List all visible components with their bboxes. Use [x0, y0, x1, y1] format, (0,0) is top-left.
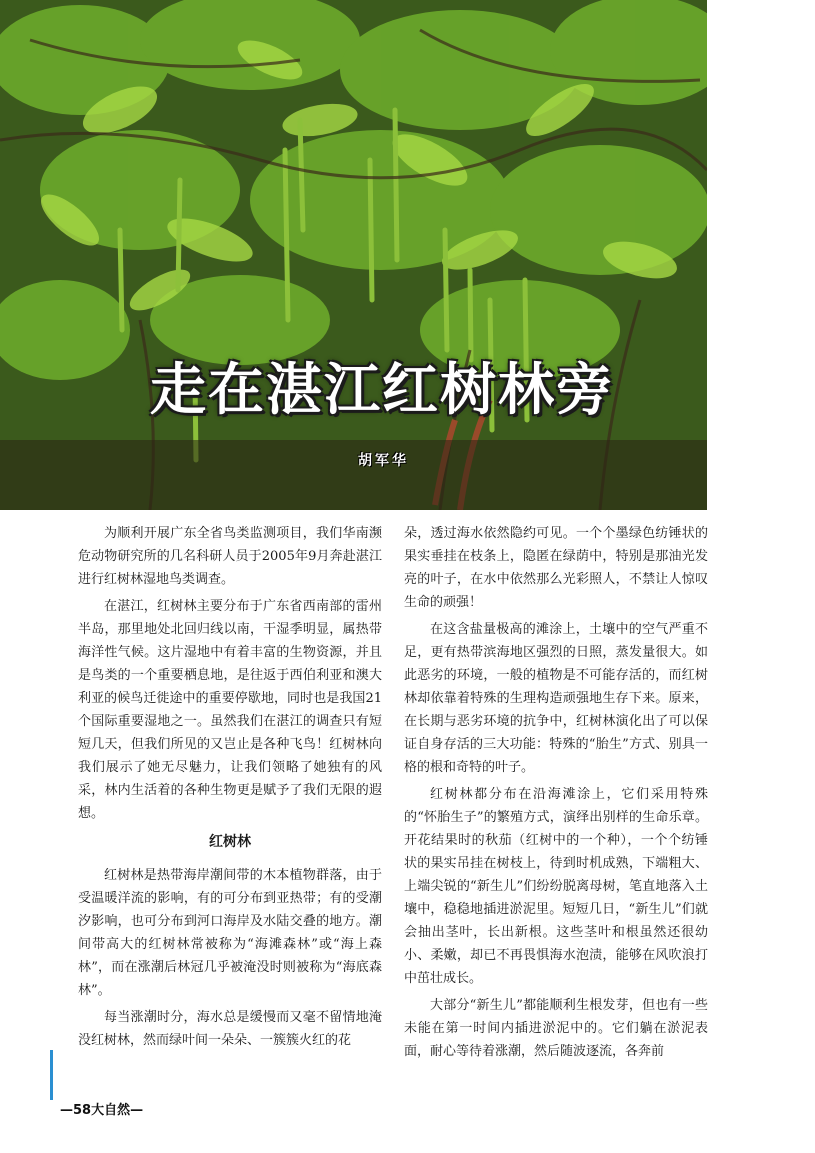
- paragraph: 在湛江，红树林主要分布于广东省西南部的雷州半岛，那里地处北回归线以南，干湿季明显，属热带海洋性气候。这片湿地中有着丰富的生物资源，并且是鸟类的一个重要栖息地，是往返于西伯利亚和澳大利亚的候鸟迁徙途中的重要停歇地，同时也是我国21个国际重要湿地之一。虽然我们在湛江的调查只有短短几天，但我们所见的又岂止是各种飞鸟！红树林向我们展示了她无尽魅力，让我们领略了她独有的风采，林内生活着的各种生物更是赋予了我们无限的遐想。: [78, 599, 382, 821]
- paragraph: 在这含盐量极高的滩涂上，土壤中的空气严重不足，更有热带滨海地区强烈的日照，蒸发量很大。如此恶劣的环境，一般的植物是不可能存活的，而红树林却依靠着特殊的生理构造顽强地生存下来。原来，在长期与恶劣环境的抗争中，红树林演化出了可以保证自身存活的三大功能：特殊的“胎生”方式、别具一格的根和奇特的叶子。: [404, 622, 708, 775]
- right-column: [404, 522, 708, 1067]
- paragraph: 红树林是热带海岸潮间带的木本植物群落，由于受温暖洋流的影响，有的可分布到亚热带；有的受潮汐影响，也可分布到河口海岸及水陆交叠的地方。潮间带高大的红树林常被称为“海滩森林”或“海上森林”，而在涨潮后林冠几乎被淹没时则被称为“海底森林”。: [78, 868, 382, 998]
- paragraph: 大部分“新生儿”都能顺利生根发芽，但也有一些未能在第一时间内插进淤泥中的。它们躺在淤泥表面，耐心等待着涨潮，然后随波逐流，各奔前: [404, 998, 708, 1059]
- author-byline: 胡军华: [358, 453, 409, 469]
- paragraph: 朵，透过海水依然隐约可见。一个个墨绿色纺锤状的果实垂挂在枝条上，隐匿在绿荫中，特别是那油光发亮的叶子，在水中依然那么光彩照人，不禁让人惊叹生命的顽强！: [404, 526, 708, 610]
- section-heading: 红树林: [209, 834, 251, 850]
- paragraph: 每当涨潮时分，海水总是缓慢而又毫不留情地淹没红树林，然而绿叶间一朵朵、一簇簇火红的花: [78, 1010, 382, 1048]
- paragraph: 为顺利开展广东全省鸟类监测项目，我们华南濒危动物研究所的几名科研人员于2005年9月奔赴湛江进行红树林湿地鸟类调查。: [78, 526, 382, 587]
- mangrove-illustration: [0, 0, 707, 510]
- paragraph: 红树林都分布在沿海滩涂上，它们采用特殊的“怀胎生子”的繁殖方式，演绎出别样的生命乐章。开花结果时的秋茄（红树中的一个种），一个个纺锤状的果实吊挂在树枝上，待到时机成熟，下端粗大、上端尖锐的“新生儿”们纷纷脱离母树，笔直地落入土壤中，稳稳地插进淤泥里。短短几日，“新生儿”们就会抽出茎叶，长出新根。这些茎叶和根虽然还很幼小、柔嫩，却已不再畏惧海水泡渍，能够在风吹浪打中茁壮成长。: [404, 787, 708, 986]
- left-column: [78, 522, 382, 1056]
- page-folio: —58大自然—: [60, 1103, 144, 1118]
- margin-accent-bar: [50, 1050, 53, 1100]
- hero-photo: [0, 0, 707, 510]
- article-title: 走在湛江红树林旁: [150, 358, 614, 423]
